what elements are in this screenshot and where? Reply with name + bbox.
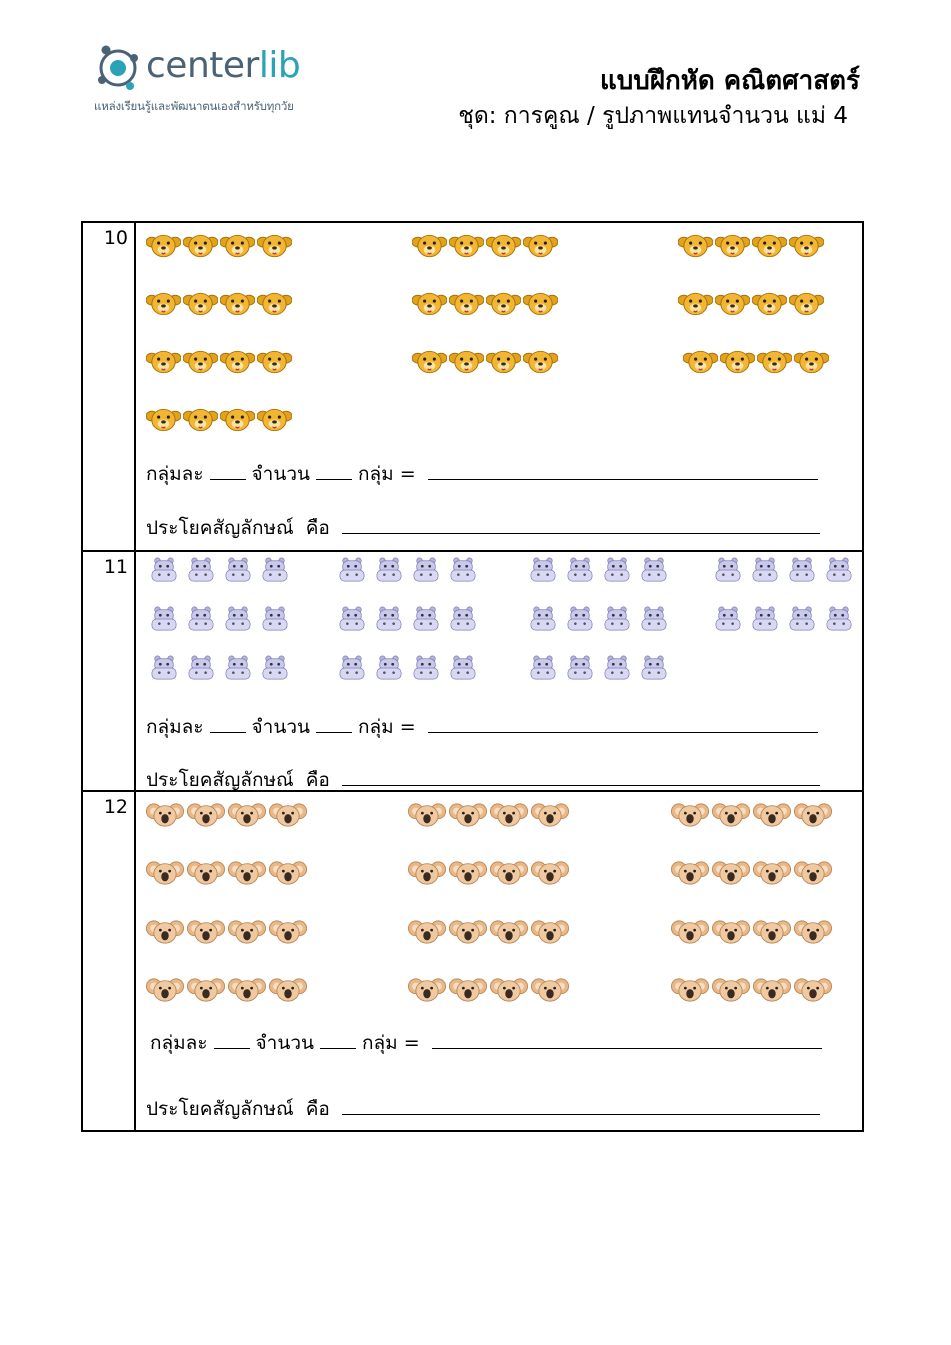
picture-group: [408, 977, 569, 1003]
dog-icon: [678, 291, 713, 317]
koala-icon: [187, 860, 225, 886]
dog-icon: [523, 233, 558, 259]
dog-icon: [412, 349, 447, 375]
hippo-icon: [412, 606, 440, 632]
picture-group: [146, 349, 292, 375]
hippo-icon: [825, 606, 853, 632]
picture-group: [671, 802, 832, 828]
blank-per-group[interactable]: [210, 731, 246, 733]
picture-group: [146, 919, 307, 945]
koala-icon: [146, 977, 184, 1003]
picture-group: [150, 606, 289, 632]
koala-icon: [408, 802, 446, 828]
hippo-icon: [150, 606, 178, 632]
picture-group: [408, 919, 569, 945]
koala-icon: [712, 802, 750, 828]
dog-icon: [715, 233, 750, 259]
worksheet-subtitle: ชุด: การคูณ / รูปภาพแทนจำนวน แม่ 4: [458, 103, 848, 129]
koala-icon: [228, 860, 266, 886]
koala-icon: [712, 977, 750, 1003]
picture-group: [146, 860, 307, 886]
hippo-icon: [375, 557, 403, 583]
dog-icon: [523, 349, 558, 375]
koala-icon: [753, 919, 791, 945]
per-group-line: กลุ่มละ จำนวน กลุ่ม =: [146, 712, 818, 742]
picture-group: [146, 977, 307, 1003]
dog-icon: [146, 407, 181, 433]
blank-group-count[interactable]: [320, 1047, 356, 1049]
blank-number-sentence[interactable]: [342, 1113, 820, 1115]
koala-icon: [671, 977, 709, 1003]
hippo-icon: [338, 655, 366, 681]
koala-icon: [269, 860, 307, 886]
picture-group: [146, 407, 292, 433]
picture-group: [146, 291, 292, 317]
picture-group: [671, 860, 832, 886]
koala-icon: [228, 919, 266, 945]
koala-icon: [449, 802, 487, 828]
hippo-icon: [449, 606, 477, 632]
hippo-icon: [187, 606, 215, 632]
koala-icon: [146, 802, 184, 828]
sentence-line: ประโยคสัญลักษณ์ คือ: [146, 1094, 820, 1124]
worksheet-table: [81, 221, 864, 1132]
hippo-icon: [529, 557, 557, 583]
hippo-icon: [640, 655, 668, 681]
dog-icon: [486, 233, 521, 259]
dog-icon: [486, 349, 521, 375]
hippo-icon: [412, 655, 440, 681]
koala-icon: [490, 802, 528, 828]
dog-icon: [257, 349, 292, 375]
dog-icon: [412, 233, 447, 259]
hippo-icon: [375, 655, 403, 681]
koala-icon: [408, 919, 446, 945]
koala-icon: [753, 802, 791, 828]
koala-icon: [671, 802, 709, 828]
koala-icon: [531, 860, 569, 886]
per-group-line: กลุ่มละ จำนวน กลุ่ม =: [146, 459, 818, 489]
picture-group: [714, 557, 853, 583]
koala-icon: [490, 977, 528, 1003]
picture-group: [714, 606, 853, 632]
dog-icon: [789, 291, 824, 317]
koala-icon: [490, 860, 528, 886]
problem-row-12: [83, 792, 862, 1130]
dog-icon: [486, 291, 521, 317]
hippo-icon: [261, 655, 289, 681]
hippo-icon: [603, 606, 631, 632]
koala-icon: [449, 860, 487, 886]
problem-row-10: [83, 223, 862, 552]
hippo-icon: [224, 655, 252, 681]
hippo-icon: [187, 655, 215, 681]
picture-group: [408, 802, 569, 828]
blank-number-sentence[interactable]: [342, 532, 820, 534]
dog-icon: [412, 291, 447, 317]
dog-icon: [257, 407, 292, 433]
dog-icon: [757, 349, 792, 375]
dog-icon: [794, 349, 829, 375]
hippo-icon: [338, 557, 366, 583]
picture-group: [146, 233, 292, 259]
hippo-icon: [751, 606, 779, 632]
hippo-icon: [375, 606, 403, 632]
hippo-icon: [449, 557, 477, 583]
koala-icon: [228, 977, 266, 1003]
dog-icon: [678, 233, 713, 259]
picture-group: [678, 233, 824, 259]
koala-icon: [794, 860, 832, 886]
koala-icon: [671, 919, 709, 945]
blank-number-sentence[interactable]: [342, 784, 820, 786]
koala-icon: [794, 919, 832, 945]
per-group-line: กลุ่มละ จำนวน กลุ่ม =: [150, 1028, 822, 1058]
picture-group: [529, 606, 668, 632]
dog-icon: [146, 291, 181, 317]
hippo-icon: [412, 557, 440, 583]
koala-icon: [794, 802, 832, 828]
hippo-icon: [261, 557, 289, 583]
blank-group-count[interactable]: [316, 478, 352, 480]
hippo-icon: [150, 557, 178, 583]
dog-icon: [220, 233, 255, 259]
blank-total[interactable]: [428, 731, 818, 733]
dog-icon: [257, 291, 292, 317]
worksheet-title: แบบฝึกหัด คณิตศาสตร์: [599, 66, 860, 96]
dog-icon: [146, 349, 181, 375]
problem-number-cell: [83, 792, 136, 1130]
dog-icon: [683, 349, 718, 375]
dog-icon: [449, 291, 484, 317]
hippo-icon: [714, 606, 742, 632]
koala-icon: [490, 919, 528, 945]
logo-tagline: แหล่งเรียนรู้และพัฒนาตนเองสำหรับทุกวัย: [94, 99, 294, 113]
blank-per-group[interactable]: [214, 1047, 250, 1049]
dog-icon: [715, 291, 750, 317]
picture-group: [338, 557, 477, 583]
hippo-icon: [338, 606, 366, 632]
problem-number: 11: [103, 556, 128, 578]
koala-icon: [753, 860, 791, 886]
dog-icon: [752, 233, 787, 259]
koala-icon: [146, 860, 184, 886]
dog-icon: [752, 291, 787, 317]
koala-icon: [712, 860, 750, 886]
dog-icon: [146, 233, 181, 259]
hippo-icon: [825, 557, 853, 583]
picture-group: [338, 606, 477, 632]
picture-group: [529, 557, 668, 583]
problem-number: 12: [103, 796, 128, 818]
blank-per-group[interactable]: [210, 478, 246, 480]
hippo-icon: [566, 557, 594, 583]
dog-icon: [220, 407, 255, 433]
sentence-line: ประโยคสัญลักษณ์ คือ: [146, 513, 820, 543]
koala-icon: [531, 802, 569, 828]
picture-group: [150, 655, 289, 681]
picture-group: [678, 291, 824, 317]
problem-number-cell: [83, 552, 136, 790]
picture-group: [671, 919, 832, 945]
hippo-icon: [788, 606, 816, 632]
hippo-icon: [529, 655, 557, 681]
sentence-line: ประโยคสัญลักษณ์ คือ: [146, 765, 820, 795]
hippo-icon: [714, 557, 742, 583]
koala-icon: [671, 860, 709, 886]
dog-icon: [220, 349, 255, 375]
koala-icon: [269, 802, 307, 828]
koala-icon: [187, 977, 225, 1003]
dog-icon: [449, 233, 484, 259]
koala-icon: [146, 919, 184, 945]
koala-icon: [187, 802, 225, 828]
hippo-icon: [640, 557, 668, 583]
dog-icon: [183, 407, 218, 433]
hippo-icon: [788, 557, 816, 583]
centerlib-logo: [92, 42, 352, 122]
koala-icon: [531, 919, 569, 945]
dog-icon: [257, 233, 292, 259]
dog-icon: [220, 291, 255, 317]
picture-group: [412, 291, 558, 317]
picture-group: [412, 233, 558, 259]
koala-icon: [269, 919, 307, 945]
koala-icon: [269, 977, 307, 1003]
blank-group-count[interactable]: [316, 731, 352, 733]
koala-icon: [408, 860, 446, 886]
dog-icon: [720, 349, 755, 375]
blank-total[interactable]: [428, 478, 818, 480]
koala-icon: [449, 919, 487, 945]
logo-wordmark: centerlib: [146, 45, 301, 86]
picture-group: [683, 349, 829, 375]
picture-group: [671, 977, 832, 1003]
picture-group: [529, 655, 668, 681]
hippo-icon: [566, 655, 594, 681]
hippo-icon: [640, 606, 668, 632]
logo-molecule-icon: [92, 42, 144, 94]
koala-icon: [794, 977, 832, 1003]
hippo-icon: [603, 557, 631, 583]
koala-icon: [187, 919, 225, 945]
dog-icon: [183, 291, 218, 317]
koala-icon: [712, 919, 750, 945]
hippo-icon: [224, 557, 252, 583]
hippo-icon: [751, 557, 779, 583]
picture-group: [150, 557, 289, 583]
hippo-icon: [261, 606, 289, 632]
dog-icon: [789, 233, 824, 259]
hippo-icon: [566, 606, 594, 632]
koala-icon: [531, 977, 569, 1003]
blank-total[interactable]: [432, 1047, 822, 1049]
dog-icon: [183, 233, 218, 259]
hippo-icon: [529, 606, 557, 632]
dog-icon: [523, 291, 558, 317]
hippo-icon: [224, 606, 252, 632]
koala-icon: [408, 977, 446, 1003]
hippo-icon: [449, 655, 477, 681]
problem-row-11: [83, 552, 862, 792]
hippo-icon: [187, 557, 215, 583]
dog-icon: [449, 349, 484, 375]
koala-icon: [228, 802, 266, 828]
picture-group: [412, 349, 558, 375]
picture-group: [408, 860, 569, 886]
dog-icon: [183, 349, 218, 375]
problem-number: 10: [103, 227, 128, 249]
hippo-icon: [603, 655, 631, 681]
hippo-icon: [150, 655, 178, 681]
picture-group: [338, 655, 477, 681]
picture-group: [146, 802, 307, 828]
koala-icon: [753, 977, 791, 1003]
problem-number-cell: [83, 223, 136, 550]
koala-icon: [449, 977, 487, 1003]
